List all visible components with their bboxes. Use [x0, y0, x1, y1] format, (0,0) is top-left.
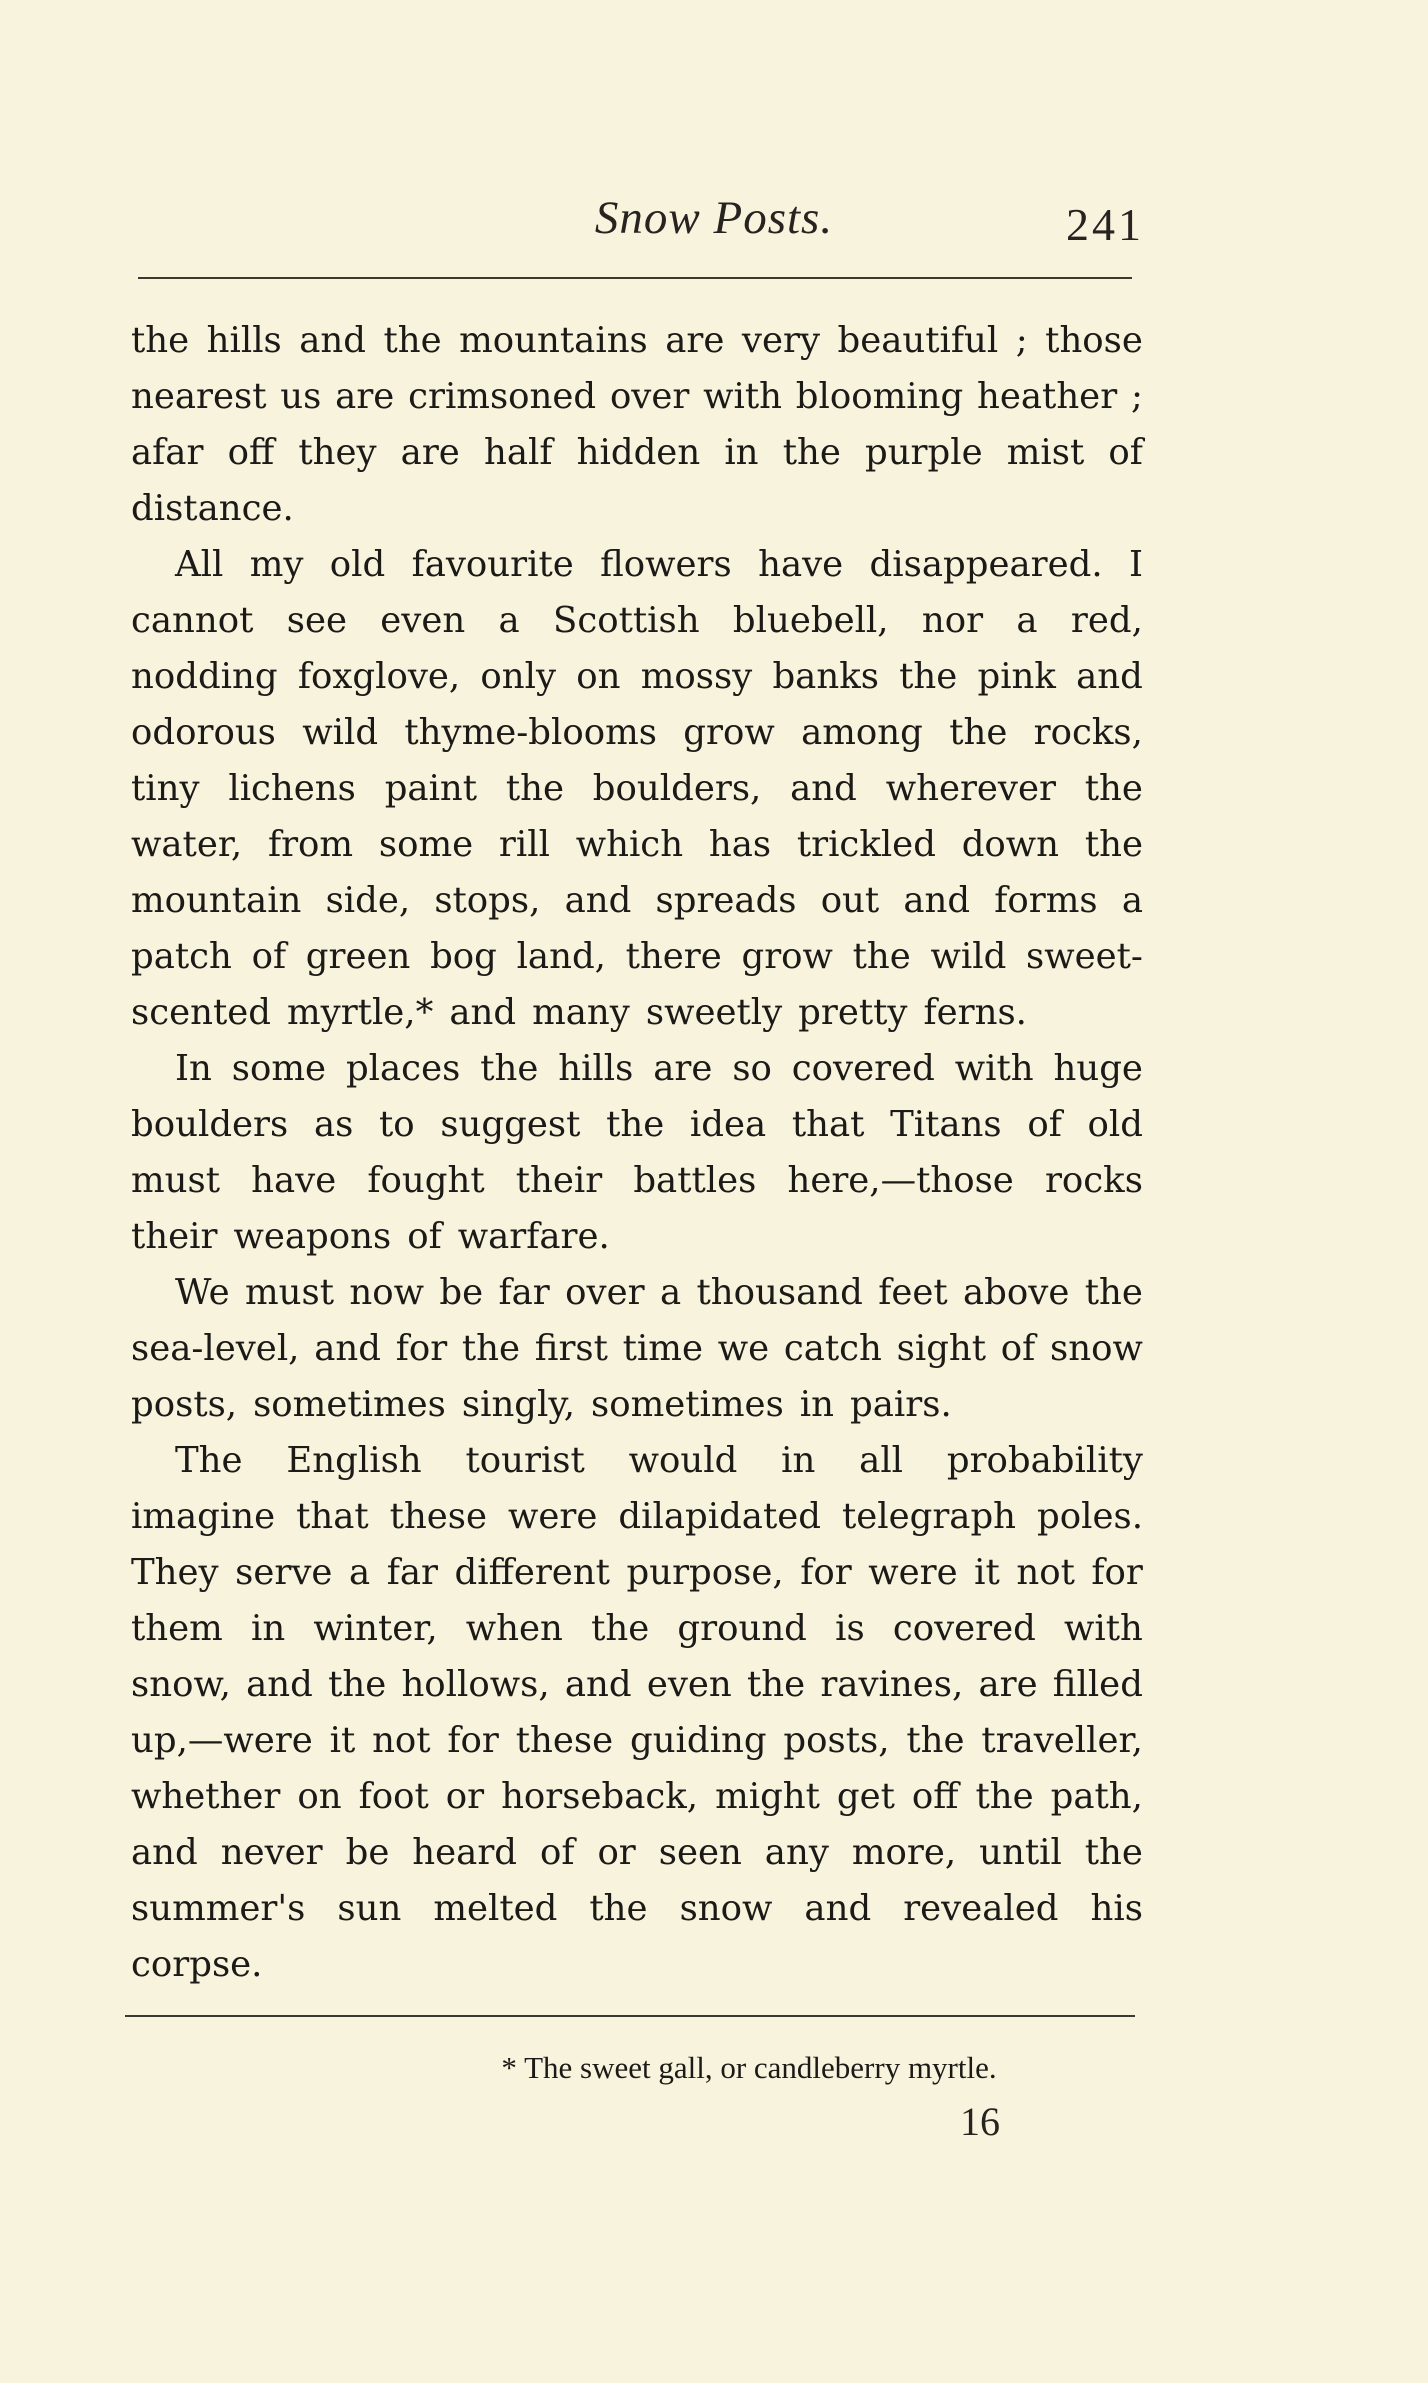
text-line: All my old favourite flowers have disappeared. I [175, 544, 1143, 585]
text-line: up,—were it not for these guiding posts, the traveller, [131, 1720, 1143, 1761]
text-line: nodding foxglove, only on mossy banks the pink and [131, 656, 1143, 697]
text-line: snow, and the hollows, and even the ravines, are filled [131, 1664, 1143, 1705]
text-line: nearest us are crimsoned over with blooming heather ; [131, 376, 1143, 417]
text-line: water, from some rill which has trickled down the [131, 824, 1143, 865]
page-number: 241 [1066, 199, 1144, 250]
footnote-rule [125, 2015, 1135, 2017]
text-line: We must now be far over a thousand feet above the [175, 1272, 1143, 1313]
text-line: The English tourist would in all probability [175, 1440, 1143, 1481]
text-line: must have fought their battles here,—those rocks [131, 1160, 1143, 1201]
text-line: In some places the hills are so covered with huge [175, 1048, 1143, 1089]
text-line: imagine that these were dilapidated telegraph poles. [131, 1496, 1143, 1537]
text-line: corpse. [131, 1944, 263, 1985]
text-line: scented myrtle,* and many sweetly pretty ferns. [131, 992, 1027, 1033]
running-header-title: Snow Posts. [594, 192, 834, 244]
text-line: cannot see even a Scottish bluebell, nor a red, [131, 600, 1143, 641]
text-line: patch of green bog land, there grow the wild sweet- [131, 936, 1143, 977]
text-line: distance. [131, 488, 294, 529]
text-line: They serve a far different purpose, for were it not for [131, 1552, 1143, 1593]
body-text [131, 313, 1143, 1993]
text-line: summer's sun melted the snow and revealed his [131, 1888, 1143, 1929]
text-line: the hills and the mountains are very beautiful ; those [131, 320, 1143, 361]
text-line: sea-level, and for the first time we catch sight of snow [131, 1328, 1143, 1369]
text-line: afar off they are half hidden in the purple mist of [131, 432, 1143, 473]
text-line: whether on foot or horseback, might get off the path, [131, 1776, 1143, 1817]
text-line: mountain side, stops, and spreads out and forms a [131, 880, 1143, 921]
text-line: tiny lichens paint the boulders, and wherever the [131, 768, 1143, 809]
text-line: odorous wild thyme-blooms grow among the rocks, [131, 712, 1143, 753]
text-line: their weapons of warfare. [131, 1216, 610, 1257]
text-line: and never be heard of or seen any more, until the [131, 1832, 1143, 1873]
signature-mark: 16 [960, 2099, 1000, 2144]
text-line: them in winter, when the ground is covered with [131, 1608, 1143, 1649]
footnote: * The sweet gall, or candleberry myrtle. [501, 2050, 997, 2085]
text-line: boulders as to suggest the idea that Titans of old [131, 1104, 1143, 1145]
header-rule [138, 277, 1132, 279]
text-line: posts, sometimes singly, sometimes in pairs. [131, 1384, 952, 1425]
